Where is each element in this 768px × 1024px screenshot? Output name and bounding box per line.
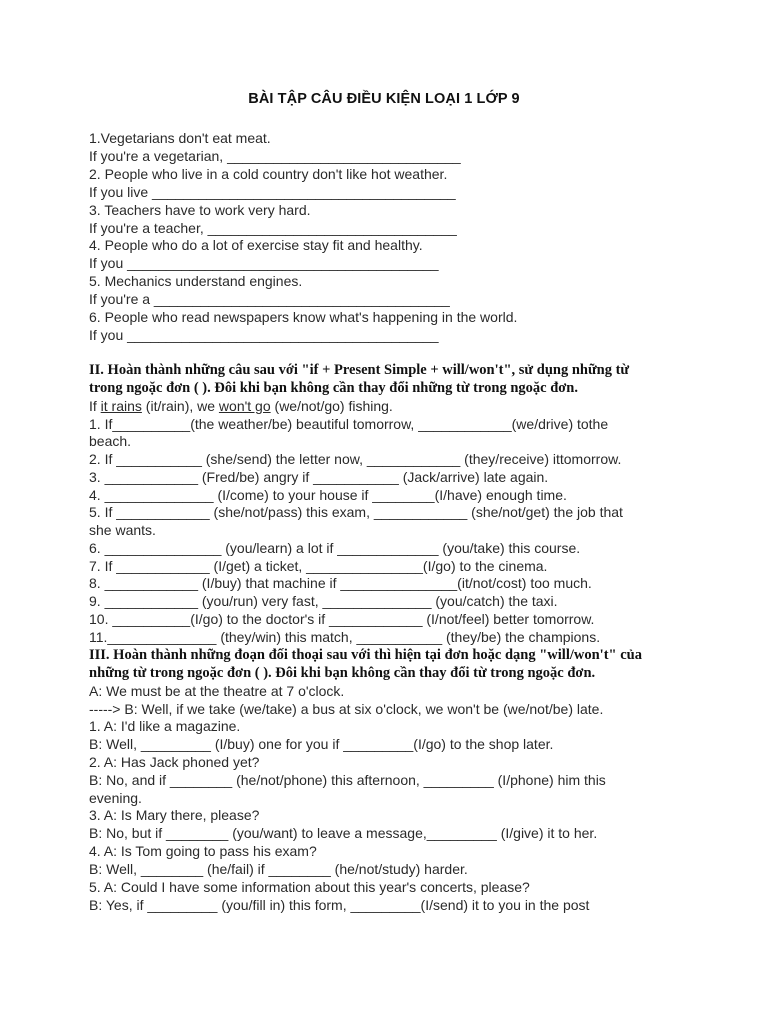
section3-heading: III. Hoàn thành những đoạn đối thoại sau với thì hiện tại đơn hoặc dạng "will/won't" của <box>89 647 642 663</box>
section3-line: evening. <box>89 790 142 806</box>
section3-line: B: No, and if ________ (he/not/phone) this afternoon, _________ (I/phone) him this <box>89 772 606 788</box>
section2-example <box>89 397 393 415</box>
section3-line: B: No, but if ________ (you/want) to leave a message,_________ (I/give) it to her. <box>89 825 598 841</box>
example-suffix: (we/not/go) fishing. <box>270 398 393 414</box>
section1-line: If you're a vegetarian, ______________________________ <box>89 148 461 164</box>
section2-line: 1. If__________(the weather/be) beautiful tomorrow, ____________(we/drive) tothe <box>89 416 609 432</box>
section2-line: 11.______________ (they/win) this match, ___________ (they/be) the champions. <box>89 629 601 645</box>
document-title: BÀI TẬP CÂU ĐIỀU KIỆN LOẠI 1 LỚP 9 <box>248 91 520 107</box>
section3-line: 3. A: Is Mary there, please? <box>89 807 260 823</box>
section1-line: 3. Teachers have to work very hard. <box>89 202 311 218</box>
section1-line: 1.Vegetarians don't eat meat. <box>89 130 271 146</box>
section2-heading: II. Hoàn thành những câu sau với "if + Present Simple + will/won't", sử dụng những từ <box>89 362 630 378</box>
section2-line: 8. ____________ (I/buy) that machine if _______________(it/not/cost) too much. <box>89 575 592 591</box>
section3-line: 2. A: Has Jack phoned yet? <box>89 754 260 770</box>
section3-line: 1. A: I'd like a magazine. <box>89 718 241 734</box>
section1-line: 5. Mechanics understand engines. <box>89 273 303 289</box>
section2-line: 3. ____________ (Fred/be) angry if ___________ (Jack/arrive) late again. <box>89 469 549 485</box>
section1-line: If you live _______________________________________ <box>89 184 456 200</box>
section1-line: If you ________________________________________ <box>89 327 439 343</box>
example-answer: won't go <box>218 398 271 414</box>
example-prefix: If <box>89 398 101 414</box>
section3-line: B: Yes, if _________ (you/fill in) this form, _________(I/send) it to you in the post <box>89 897 590 913</box>
section2-line: 2. If ___________ (she/send) the letter now, ____________ (they/receive) ittomorrow. <box>89 451 622 467</box>
section2-line: she wants. <box>89 522 156 538</box>
section3-line: 5. A: Could I have some information about this year's concerts, please? <box>89 879 530 895</box>
section2-line: 7. If ____________ (I/get) a ticket, _______________(I/go) to the cinema. <box>89 558 548 574</box>
section3-line: -----> B: Well, if we take (we/take) a bus at six o'clock, we won't be (we/not/be) late. <box>89 701 604 717</box>
section2-heading: trong ngoặc đơn ( ). Đôi khi bạn không cần thay đổi những từ trong ngoặc đơn. <box>89 380 578 396</box>
section2-line: 4. ______________ (I/come) to your house if ________(I/have) enough time. <box>89 487 567 503</box>
section1-line: If you're a ______________________________________ <box>89 291 450 307</box>
section1-line: If you're a teacher, ________________________________ <box>89 220 457 236</box>
example-answer: it rains <box>100 398 142 414</box>
section2-line: 9. ____________ (you/run) very fast, ______________ (you/catch) the taxi. <box>89 593 558 609</box>
example-middle: (it/rain), we <box>141 398 219 414</box>
section2-line: beach. <box>89 433 132 449</box>
section2-line: 6. _______________ (you/learn) a lot if _____________ (you/take) this course. <box>89 540 581 556</box>
section1-line: If you ________________________________________ <box>89 255 439 271</box>
section2-line: 10. __________(I/go) to the doctor's if ____________ (I/not/feel) better tomorrow. <box>89 611 595 627</box>
section1-line: 2. People who live in a cold country don't like hot weather. <box>89 166 448 182</box>
section3-line: A: We must be at the theatre at 7 o'clock. <box>89 683 345 699</box>
section1-line: 6. People who read newspapers know what's happening in the world. <box>89 309 518 325</box>
section3-heading: những từ trong ngoặc đơn ( ). Đôi khi bạn không cần thay đổi từ trong ngoặc đơn. <box>89 665 596 681</box>
section1-line: 4. People who do a lot of exercise stay fit and healthy. <box>89 237 423 253</box>
section3-line: 4. A: Is Tom going to pass his exam? <box>89 843 317 859</box>
section3-line: B: Well, _________ (I/buy) one for you if _________(I/go) to the shop later. <box>89 736 554 752</box>
section3-line: B: Well, ________ (he/fail) if ________ (he/not/study) harder. <box>89 861 468 877</box>
section2-line: 5. If ____________ (she/not/pass) this exam, ____________ (she/not/get) the job that <box>89 504 623 520</box>
